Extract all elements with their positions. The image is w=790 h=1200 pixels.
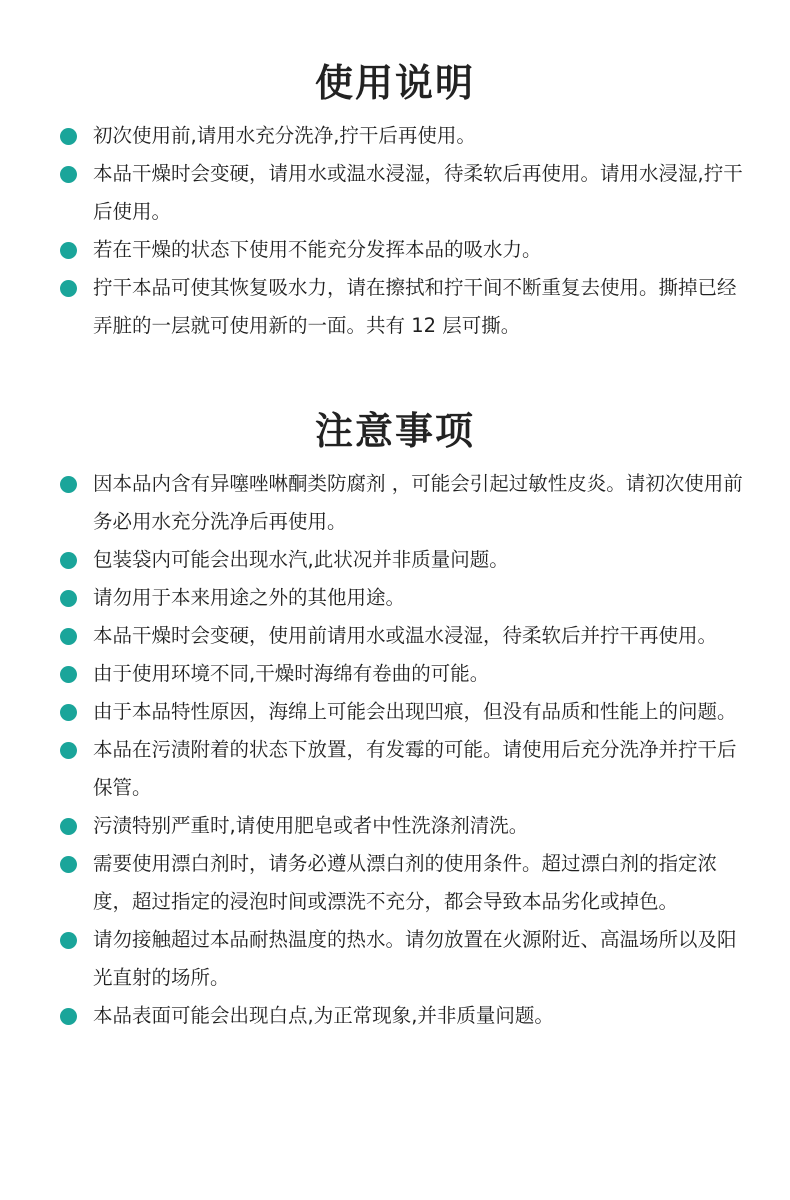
list-item-text: 由于本品特性原因，海绵上可能会出现凹痕，但没有品质和性能上的问题。 (93, 700, 737, 723)
list-item (0, 997, 790, 1035)
list-item (0, 541, 790, 579)
list-item (0, 465, 790, 541)
list-item (0, 231, 790, 269)
bullet-dot-icon (60, 666, 77, 683)
list-item-text: 请勿用于本来用途之外的其他用途。 (93, 586, 406, 609)
list-item (0, 269, 790, 345)
cautions-section (0, 406, 790, 1035)
usage-section (0, 58, 790, 345)
list-item-text: 污渍特别严重时,请使用肥皂或者中性洗涤剂清洗。 (93, 814, 529, 837)
list-item (0, 617, 790, 655)
usage-list (0, 117, 790, 345)
list-item-text: 本品干燥时会变硬，使用前请用水或温水浸湿，待柔软后并拧干再使用。 (93, 624, 718, 647)
list-item-text: 本品在污渍附着的状态下放置，有发霉的可能。请使用后充分洗净并拧干后保管。 (93, 738, 737, 799)
list-item-text: 请勿接触超过本品耐热温度的热水。请勿放置在火源附近、高温场所以及阳光直射的场所。 (93, 928, 737, 989)
bullet-dot-icon (60, 704, 77, 721)
list-item (0, 693, 790, 731)
list-item (0, 845, 790, 921)
list-item (0, 579, 790, 617)
bullet-dot-icon (60, 590, 77, 607)
cautions-title: 注意事项 (314, 409, 475, 453)
list-item-text: 因本品内含有异噻唑啉酮类防腐剂 ，可能会引起过敏性皮炎。请初次使用前务必用水充分洗净后再使用。 (93, 472, 743, 533)
bullet-dot-icon (60, 166, 77, 183)
bullet-dot-icon (60, 552, 77, 569)
bullet-dot-icon (60, 280, 77, 297)
usage-title: 使用说明 (314, 61, 475, 105)
bullet-dot-icon (60, 628, 77, 645)
list-item-text: 由于使用环境不同,干燥时海绵有卷曲的可能。 (93, 662, 490, 685)
list-item (0, 807, 790, 845)
bullet-dot-icon (60, 128, 77, 145)
list-item (0, 731, 790, 807)
bullet-dot-icon (60, 476, 77, 493)
bullet-dot-icon (60, 932, 77, 949)
cautions-list (0, 465, 790, 1035)
list-item-text: 初次使用前,请用水充分洗净,拧干后再使用。 (93, 124, 476, 147)
bullet-dot-icon (60, 1008, 77, 1025)
list-item-text: 若在干燥的状态下使用不能充分发挥本品的吸水力。 (93, 238, 542, 261)
bullet-dot-icon (60, 856, 77, 873)
list-item (0, 117, 790, 155)
bullet-dot-icon (60, 818, 77, 835)
list-item (0, 155, 790, 231)
list-item (0, 655, 790, 693)
list-item-text: 需要使用漂白剂时，请务必遵从漂白剂的使用条件。超过漂白剂的指定浓度，超过指定的浸泡时间或漂洗不充分，都会导致本品劣化或掉色。 (93, 852, 718, 913)
list-item-text: 本品表面可能会出现白点,为正常现象,并非质量问题。 (93, 1004, 554, 1027)
list-item (0, 921, 790, 997)
bullet-dot-icon (60, 242, 77, 259)
list-item-text: 包装袋内可能会出现水汽,此状况并非质量问题。 (93, 548, 509, 571)
bullet-dot-icon (60, 742, 77, 759)
list-item-text: 拧干本品可使其恢复吸水力，请在擦拭和拧干间不断重复去使用。撕掉已经弄脏的一层就可使用新的一面。共有 12 层可撕。 (93, 276, 737, 337)
list-item-text: 本品干燥时会变硬，请用水或温水浸湿，待柔软后再使用。请用水浸湿,拧干后使用。 (93, 162, 743, 223)
